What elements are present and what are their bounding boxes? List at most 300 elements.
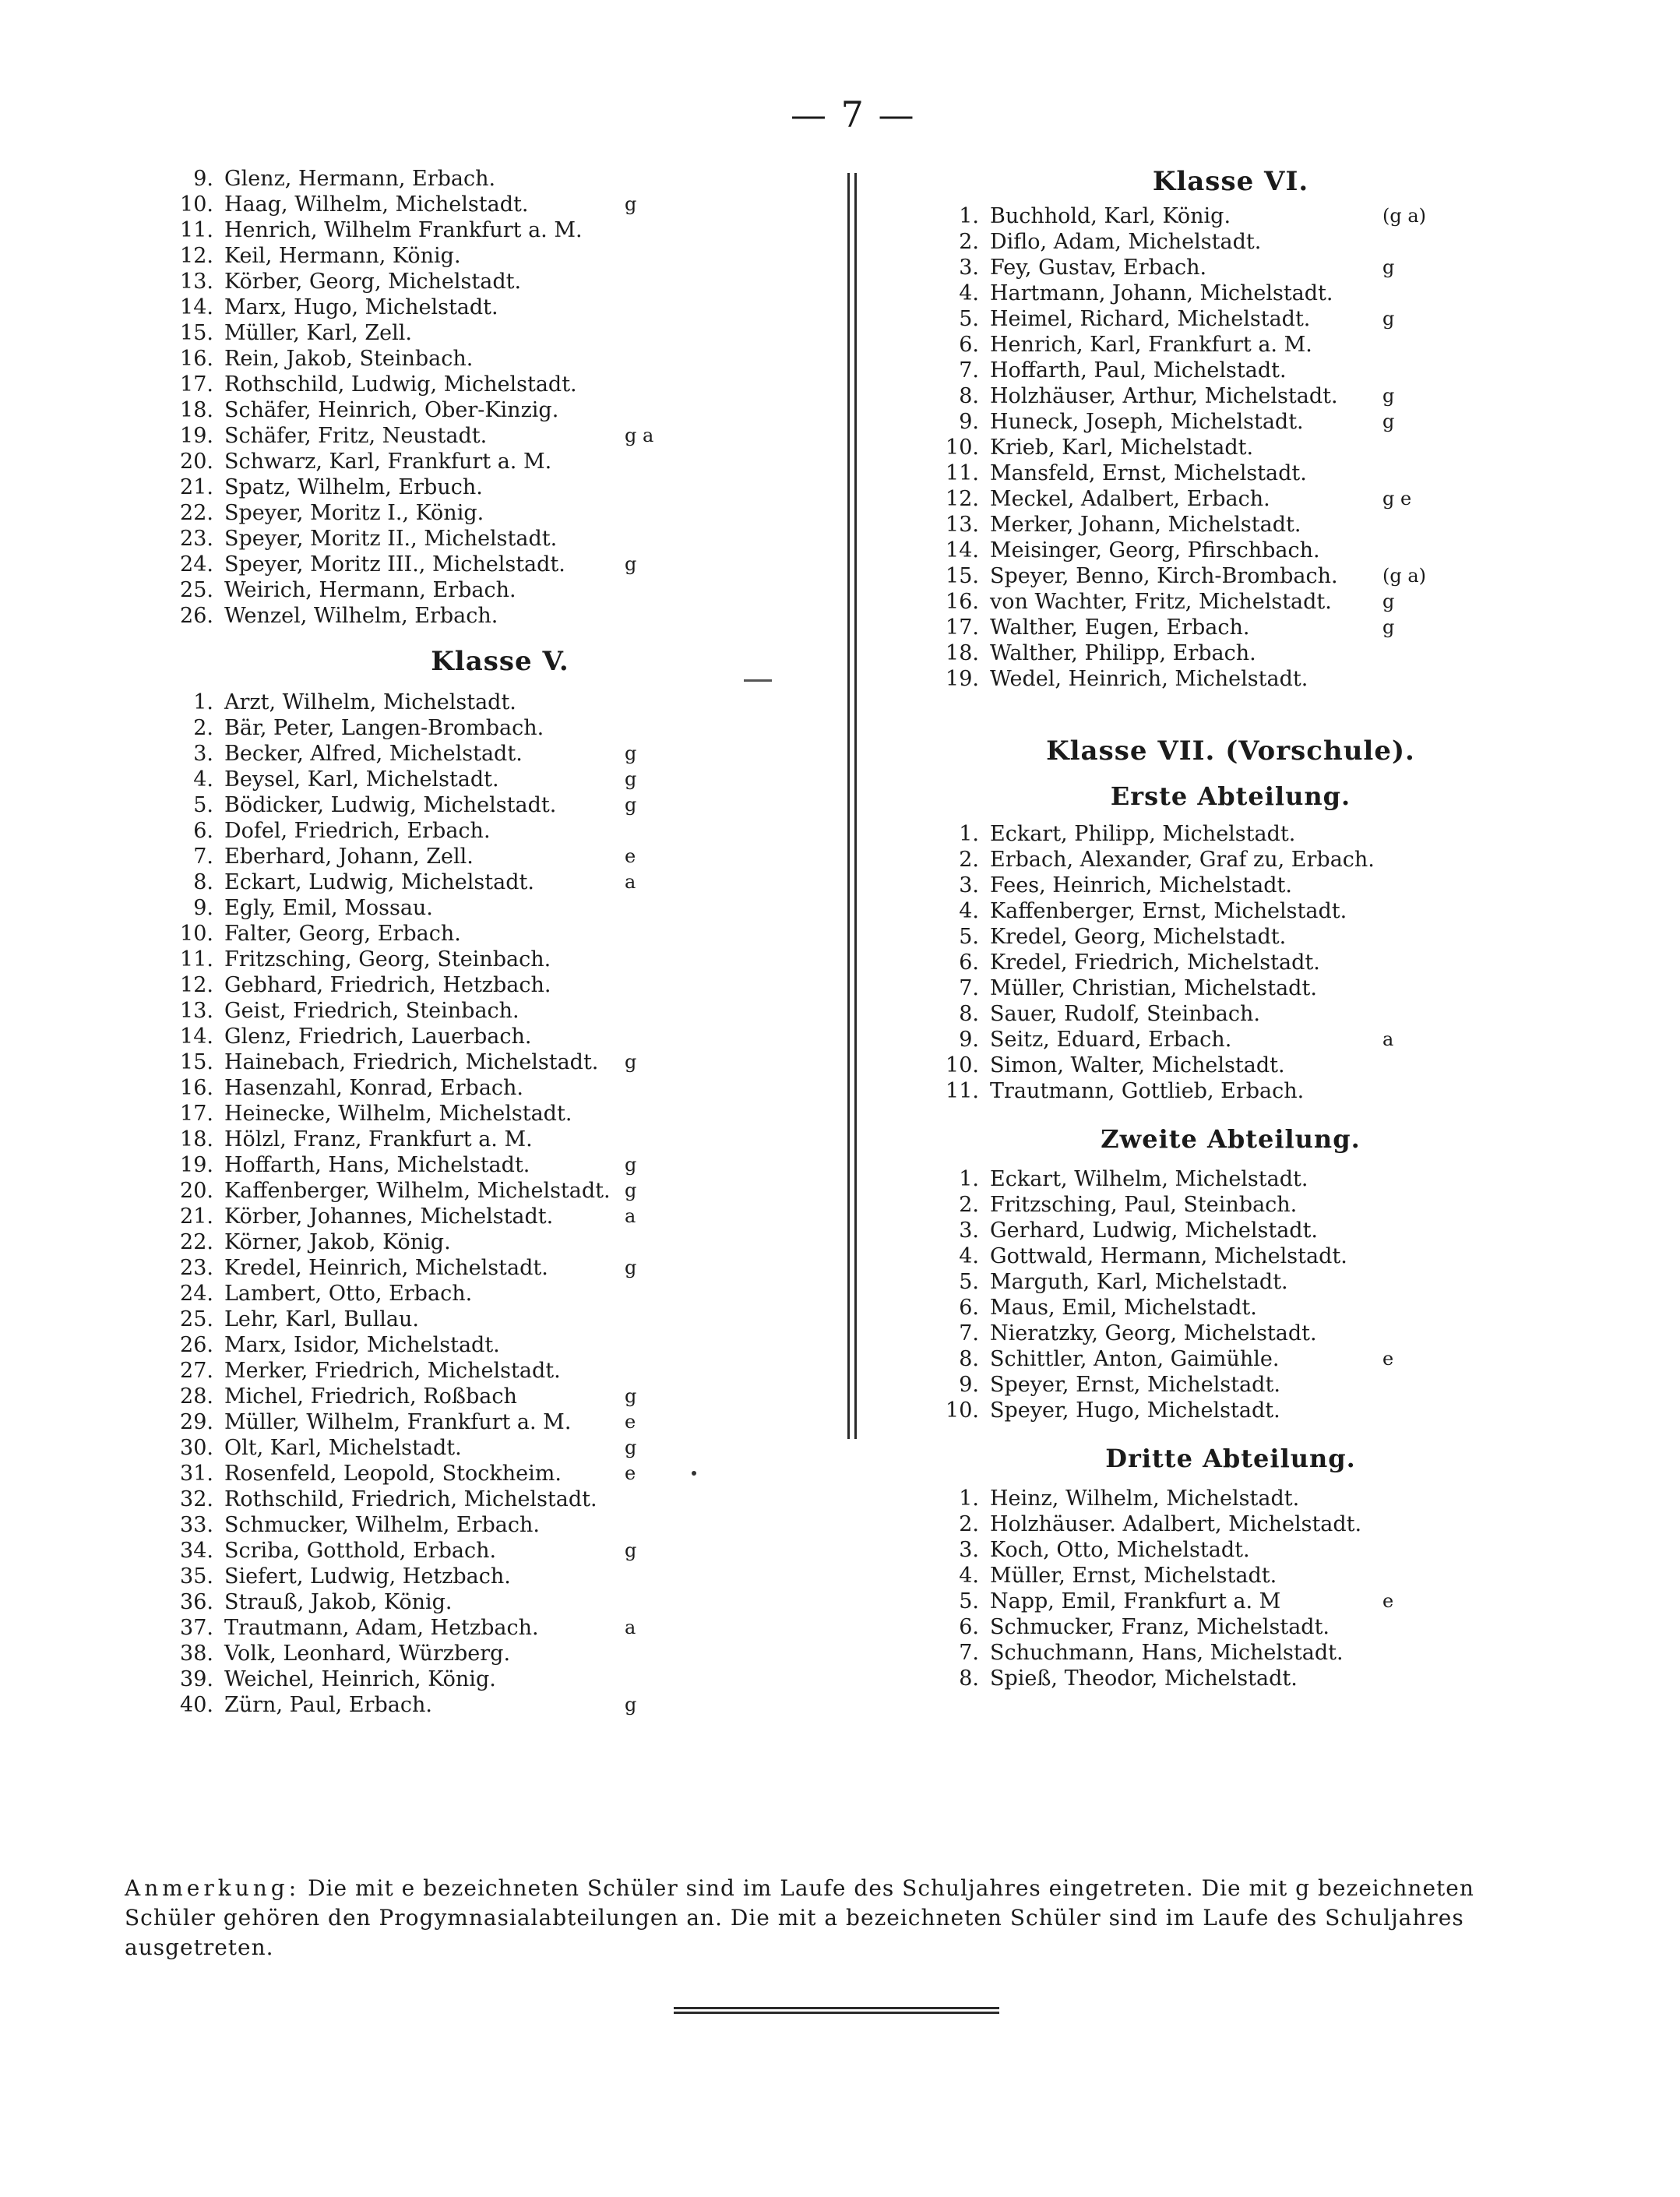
heading-dritte-abteilung: Dritte Abteilung. (1105, 1444, 1356, 1473)
entry-number: 5. (959, 1270, 979, 1294)
entry-number: 35. (180, 1564, 213, 1589)
entry-number: 30. (180, 1436, 213, 1460)
list-entry (165, 689, 835, 715)
entry-name: Körner, Jakob, König. (224, 1230, 451, 1254)
list-entry (165, 1435, 835, 1461)
entry-mark: g (625, 193, 637, 215)
entry-number: 21. (180, 1204, 213, 1229)
entry-mark: g (625, 1257, 637, 1278)
list-entry (931, 358, 1530, 383)
entry-name: Merker, Johann, Michelstadt. (990, 513, 1301, 537)
list-entry (165, 792, 835, 818)
entry-name: Bödicker, Ludwig, Michelstadt. (224, 793, 557, 817)
entry-number: 20. (180, 450, 213, 474)
list-entry (165, 320, 835, 346)
list-entry (165, 1332, 835, 1358)
entry-name: Fees, Heinrich, Michelstadt. (990, 873, 1292, 897)
entry-name: Haag, Wilhelm, Michelstadt. (224, 192, 529, 217)
list-entry (931, 435, 1530, 460)
entry-number: 26. (180, 1333, 213, 1357)
entry-number: 39. (180, 1667, 213, 1691)
list-entry (931, 615, 1530, 640)
entry-number: 9. (959, 1028, 979, 1052)
entry-mark: e (1382, 1348, 1394, 1370)
list-entry (931, 280, 1530, 306)
entry-number: 8. (959, 1666, 979, 1691)
entry-mark: g (625, 1385, 637, 1407)
list-entry (165, 423, 835, 449)
entry-number: 5. (959, 307, 979, 331)
list-entry (931, 1372, 1530, 1398)
entry-name: Rein, Jakob, Steinbach. (224, 347, 474, 371)
entry-number: 28. (180, 1384, 213, 1409)
entry-number: 17. (180, 1102, 213, 1126)
list-entry (165, 895, 835, 921)
entry-number: 22. (180, 1230, 213, 1254)
entry-mark: g (625, 794, 637, 816)
entry-name: Speyer, Moritz III., Michelstadt. (224, 552, 565, 577)
entry-name: Trautmann, Gottlieb, Erbach. (990, 1079, 1305, 1103)
list-entry (931, 1346, 1530, 1372)
entry-name: Meckel, Adalbert, Erbach. (990, 487, 1270, 511)
entry-mark: e (625, 1462, 636, 1484)
entry-name: Gottwald, Hermann, Michelstadt. (990, 1244, 1347, 1268)
list-entry (165, 1255, 835, 1281)
entry-number: 18. (946, 641, 979, 665)
entry-number: 32. (180, 1487, 213, 1511)
list-entry (165, 947, 835, 972)
list-entry (165, 166, 835, 192)
entry-number: 16. (180, 1076, 213, 1100)
entry-name: Hoffarth, Paul, Michelstadt. (990, 358, 1287, 383)
entry-number: 38. (180, 1642, 213, 1666)
list-entry (931, 1166, 1530, 1192)
entry-mark: g (625, 1437, 637, 1458)
list-entry (165, 1204, 835, 1229)
entry-name: Egly, Emil, Mossau. (224, 896, 433, 920)
list-entry (165, 1281, 835, 1307)
entry-number: 8. (959, 1347, 979, 1371)
list-entry (165, 1461, 835, 1486)
entry-name: Volk, Leonhard, Würzberg. (224, 1642, 511, 1666)
entry-number: 14. (180, 295, 213, 319)
entry-name: Beysel, Karl, Michelstadt. (224, 767, 499, 792)
list-entry (931, 255, 1530, 280)
list-entry (165, 346, 835, 372)
list-entry (165, 294, 835, 320)
entry-number: 7. (959, 1321, 979, 1345)
entry-number: 4. (193, 767, 213, 792)
list-entry (931, 898, 1530, 924)
entry-number: 5. (959, 925, 979, 949)
entry-number: 34. (180, 1539, 213, 1563)
entry-mark: g (1382, 385, 1395, 407)
list-entry (165, 1512, 835, 1538)
entry-mark: g (1382, 616, 1395, 638)
entry-number: 29. (180, 1410, 213, 1434)
entry-name: Körber, Johannes, Michelstadt. (224, 1204, 554, 1229)
list-entry (165, 1127, 835, 1152)
entry-name: Simon, Walter, Michelstadt. (990, 1053, 1285, 1077)
entry-name: Marguth, Karl, Michelstadt. (990, 1270, 1288, 1294)
entry-mark: g (625, 1694, 637, 1716)
entry-mark: (g a) (1382, 205, 1427, 227)
list-entry (931, 1027, 1530, 1053)
entry-name: Marx, Isidor, Michelstadt. (224, 1333, 500, 1357)
entry-number: 25. (180, 578, 213, 602)
list-entry (931, 1078, 1530, 1104)
entry-mark: e (625, 845, 636, 867)
entry-name: Spieß, Theodor, Michelstadt. (990, 1666, 1298, 1691)
entry-number: 11. (180, 947, 213, 972)
entry-name: Walther, Eugen, Erbach. (990, 615, 1250, 640)
entry-number: 9. (959, 410, 979, 434)
class-iv-list-continued (165, 166, 835, 629)
entry-mark: g a (625, 425, 654, 446)
footnote-lead: Anmerkung: (125, 1875, 301, 1901)
list-entry (931, 1053, 1530, 1078)
entry-name: Speyer, Moritz I., König. (224, 501, 484, 525)
entry-number: 2. (959, 230, 979, 254)
list-entry (931, 306, 1530, 332)
list-entry (165, 818, 835, 844)
list-entry (931, 1537, 1530, 1563)
entry-name: Gebhard, Friedrich, Hetzbach. (224, 973, 551, 997)
entry-name: Eckart, Philipp, Michelstadt. (990, 822, 1296, 846)
list-entry (165, 192, 835, 217)
entry-mark: g (625, 1154, 637, 1176)
entry-name: Henrich, Karl, Frankfurt a. M. (990, 333, 1312, 357)
list-entry (931, 1218, 1530, 1243)
entry-name: Kredel, Georg, Michelstadt. (990, 925, 1287, 949)
list-entry (931, 924, 1530, 950)
entry-number: 6. (959, 1296, 979, 1320)
entry-mark: g (1382, 308, 1395, 330)
entry-number: 27. (180, 1359, 213, 1383)
entry-number: 11. (180, 218, 213, 242)
list-entry (165, 449, 835, 474)
list-entry (931, 409, 1530, 435)
entry-number: 4. (959, 1564, 979, 1588)
list-entry (931, 1640, 1530, 1666)
list-entry (931, 640, 1530, 666)
list-entry (931, 589, 1530, 615)
entry-number: 25. (180, 1307, 213, 1331)
entry-name: Schäfer, Heinrich, Ober-Kinzig. (224, 398, 559, 422)
entry-name: Dofel, Friedrich, Erbach. (224, 819, 491, 843)
entry-number: 16. (180, 347, 213, 371)
entry-name: Nieratzky, Georg, Michelstadt. (990, 1321, 1317, 1345)
entry-name: Kredel, Friedrich, Michelstadt. (990, 950, 1320, 975)
entry-number: 2. (959, 1512, 979, 1536)
list-entry (165, 921, 835, 947)
entry-name: Eckart, Ludwig, Michelstadt. (224, 870, 534, 894)
entry-number: 22. (180, 501, 213, 525)
entry-number: 19. (180, 424, 213, 448)
list-entry (165, 715, 835, 741)
entry-number: 8. (193, 870, 213, 894)
entry-number: 1. (959, 1167, 979, 1191)
entry-name: Glenz, Hermann, Erbach. (224, 167, 496, 191)
list-entry (931, 512, 1530, 538)
entry-number: 6. (959, 1615, 979, 1639)
entry-number: 2. (959, 1193, 979, 1217)
heading-erste-abteilung: Erste Abteilung. (1110, 781, 1351, 811)
entry-mark: g (625, 742, 637, 764)
entry-name: Arzt, Wilhelm, Michelstadt. (224, 690, 516, 714)
entry-mark: g (1382, 591, 1395, 612)
entry-number: 6. (193, 819, 213, 843)
entry-number: 3. (959, 256, 979, 280)
list-entry (931, 1614, 1530, 1640)
entry-name: Weirich, Hermann, Erbach. (224, 578, 516, 602)
heading-zweite-abteilung: Zweite Abteilung. (1101, 1124, 1361, 1154)
entry-number: 12. (180, 244, 213, 268)
entry-number: 18. (180, 1127, 213, 1151)
entry-name: Marx, Hugo, Michelstadt. (224, 295, 498, 319)
entry-mark: g (625, 1539, 637, 1561)
entry-number: 13. (180, 270, 213, 294)
entry-name: Müller, Ernst, Michelstadt. (990, 1564, 1277, 1588)
entry-number: 9. (959, 1373, 979, 1397)
entry-number: 2. (193, 716, 213, 740)
entry-number: 23. (180, 527, 213, 551)
entry-number: 13. (180, 999, 213, 1023)
entry-name: Schäfer, Fritz, Neustadt. (224, 424, 488, 448)
entry-number: 13. (946, 513, 979, 537)
list-entry (165, 1692, 835, 1718)
list-entry (165, 1307, 835, 1332)
entry-name: Fritzsching, Georg, Steinbach. (224, 947, 551, 972)
entry-name: Wedel, Heinrich, Michelstadt. (990, 667, 1308, 691)
entry-name: Meisinger, Georg, Pfirschbach. (990, 538, 1320, 562)
entry-number: 31. (180, 1462, 213, 1486)
entry-name: Kredel, Heinrich, Michelstadt. (224, 1256, 548, 1280)
footnote (125, 1874, 1527, 1962)
list-entry (165, 269, 835, 294)
entry-name: Körber, Georg, Michelstadt. (224, 270, 522, 294)
entry-number: 12. (180, 973, 213, 997)
entry-mark: a (625, 1617, 636, 1638)
entry-number: 10. (946, 436, 979, 460)
entry-name: Hoffarth, Hans, Michelstadt. (224, 1153, 530, 1177)
entry-mark: a (625, 871, 636, 893)
entry-name: Krieb, Karl, Michelstadt. (990, 436, 1254, 460)
list-entry (931, 1001, 1530, 1027)
list-entry (165, 741, 835, 767)
heading-klasse-vi: Klasse VI. (1152, 166, 1309, 197)
entry-number: 8. (959, 1002, 979, 1026)
entry-number: 40. (180, 1693, 213, 1717)
entry-name: Fey, Gustav, Erbach. (990, 256, 1207, 280)
entry-mark: a (1382, 1028, 1394, 1050)
entry-number: 36. (180, 1590, 213, 1614)
vii-zweite-list (931, 1166, 1530, 1423)
list-entry (165, 526, 835, 552)
entry-number: 24. (180, 1282, 213, 1306)
entry-name: Henrich, Wilhelm Frankfurt a. M. (224, 218, 583, 242)
entry-name: Glenz, Friedrich, Lauerbach. (224, 1024, 532, 1049)
entry-name: Rothschild, Ludwig, Michelstadt. (224, 372, 577, 397)
entry-number: 7. (193, 845, 213, 869)
entry-name: Kaffenberger, Ernst, Michelstadt. (990, 899, 1347, 923)
entry-name: Schittler, Anton, Gaimühle. (990, 1347, 1280, 1371)
entry-mark: g (625, 768, 637, 790)
entry-number: 10. (946, 1398, 979, 1423)
list-entry (931, 1511, 1530, 1537)
list-entry (165, 998, 835, 1024)
list-entry (931, 1398, 1530, 1423)
list-entry (165, 1538, 835, 1564)
heading-klasse-v: Klasse V. (431, 646, 569, 677)
list-entry (165, 1358, 835, 1384)
entry-name: Bär, Peter, Langen-Brombach. (224, 716, 544, 740)
list-entry (165, 577, 835, 603)
list-entry (931, 666, 1530, 692)
entry-name: Rothschild, Friedrich, Michelstadt. (224, 1487, 597, 1511)
list-entry (931, 332, 1530, 358)
entry-name: Speyer, Ernst, Michelstadt. (990, 1373, 1280, 1397)
entry-name: Scriba, Gotthold, Erbach. (224, 1539, 497, 1563)
list-entry (165, 217, 835, 243)
entry-name: Olt, Karl, Michelstadt. (224, 1436, 462, 1460)
entry-name: Eckart, Wilhelm, Michelstadt. (990, 1167, 1308, 1191)
list-entry (931, 975, 1530, 1001)
entry-number: 3. (959, 873, 979, 897)
entry-name: Strauß, Jakob, König. (224, 1590, 453, 1614)
list-entry (165, 869, 835, 895)
entry-number: 12. (946, 487, 979, 511)
list-entry (931, 1666, 1530, 1691)
list-entry (931, 1269, 1530, 1295)
entry-name: Hasenzahl, Konrad, Erbach. (224, 1076, 524, 1100)
entry-number: 6. (959, 333, 979, 357)
entry-name: Buchhold, Karl, König. (990, 204, 1231, 228)
entry-name: Geist, Friedrich, Steinbach. (224, 999, 519, 1023)
entry-name: Heinz, Wilhelm, Michelstadt. (990, 1486, 1300, 1511)
entry-name: Siefert, Ludwig, Hetzbach. (224, 1564, 511, 1589)
entry-number: 5. (193, 793, 213, 817)
entry-number: 24. (180, 552, 213, 577)
list-entry (165, 1024, 835, 1049)
entry-number: 33. (180, 1513, 213, 1537)
list-entry (165, 1615, 835, 1641)
entry-mark: e (625, 1411, 636, 1433)
entry-name: Erbach, Alexander, Graf zu, Erbach. (990, 848, 1375, 872)
entry-name: Wenzel, Wilhelm, Erbach. (224, 604, 498, 628)
entry-name: Mansfeld, Ernst, Michelstadt. (990, 461, 1307, 485)
list-entry (931, 1486, 1530, 1511)
list-entry (165, 972, 835, 998)
entry-number: 19. (946, 667, 979, 691)
entry-name: Seitz, Eduard, Erbach. (990, 1028, 1232, 1052)
entry-number: 7. (959, 358, 979, 383)
list-entry (165, 1178, 835, 1204)
list-entry (931, 1295, 1530, 1321)
entry-number: 6. (959, 950, 979, 975)
list-entry (165, 1666, 835, 1692)
entry-number: 14. (180, 1024, 213, 1049)
entry-name: Lehr, Karl, Bullau. (224, 1307, 419, 1331)
entry-name: Merker, Friedrich, Michelstadt. (224, 1359, 561, 1383)
entry-mark: g e (1382, 488, 1412, 510)
list-entry (165, 1384, 835, 1409)
entry-number: 1. (959, 1486, 979, 1511)
list-entry (931, 203, 1530, 229)
entry-mark: (g a) (1382, 565, 1427, 587)
entry-number: 19. (180, 1153, 213, 1177)
list-entry (931, 950, 1530, 975)
entry-number: 4. (959, 1244, 979, 1268)
entry-number: 11. (946, 461, 979, 485)
entry-number: 15. (180, 1050, 213, 1074)
entry-number: 16. (946, 590, 979, 614)
page-number: — 7 — (791, 93, 916, 136)
entry-mark: g (625, 1051, 637, 1073)
list-entry (165, 1229, 835, 1255)
list-entry (165, 767, 835, 792)
list-entry (931, 460, 1530, 486)
entry-number: 20. (180, 1179, 213, 1203)
entry-name: Heimel, Richard, Michelstadt. (990, 307, 1311, 331)
list-entry (165, 1486, 835, 1512)
list-entry (165, 552, 835, 577)
entry-number: 11. (946, 1079, 979, 1103)
entry-name: Speyer, Hugo, Michelstadt. (990, 1398, 1280, 1423)
list-entry (165, 1641, 835, 1666)
entry-number: 23. (180, 1256, 213, 1280)
list-entry (931, 538, 1530, 563)
list-entry (931, 1563, 1530, 1589)
entry-name: Speyer, Benno, Kirch-Brombach. (990, 564, 1338, 588)
entry-number: 10. (180, 922, 213, 946)
entry-number: 10. (946, 1053, 979, 1077)
entry-number: 2. (959, 848, 979, 872)
list-entry (165, 1049, 835, 1075)
entry-name: Lambert, Otto, Erbach. (224, 1282, 473, 1306)
list-entry (165, 243, 835, 269)
list-entry (165, 397, 835, 423)
entry-name: Fritzsching, Paul, Steinbach. (990, 1193, 1298, 1217)
column-divider (847, 173, 857, 1439)
entry-name: Napp, Emil, Frankfurt a. M (990, 1589, 1281, 1613)
left-column (165, 166, 835, 1718)
entry-number: 7. (959, 976, 979, 1000)
entry-name: Müller, Karl, Zell. (224, 321, 412, 345)
entry-number: 17. (180, 372, 213, 397)
entry-number: 1. (959, 204, 979, 228)
list-entry (165, 844, 835, 869)
list-entry (165, 1589, 835, 1615)
entry-name: Falter, Georg, Erbach. (224, 922, 461, 946)
entry-mark: a (625, 1205, 636, 1227)
list-entry (931, 1321, 1530, 1346)
list-entry (165, 1409, 835, 1435)
entry-name: Schmucker, Wilhelm, Erbach. (224, 1513, 540, 1537)
entry-mark: g (625, 553, 637, 575)
entry-name: Michel, Friedrich, Roßbach (224, 1384, 517, 1409)
entry-name: Schmucker, Franz, Michelstadt. (990, 1615, 1330, 1639)
entry-name: Müller, Wilhelm, Frankfurt a. M. (224, 1410, 572, 1434)
entry-name: Becker, Alfred, Michelstadt. (224, 742, 523, 766)
list-entry (165, 1101, 835, 1127)
entry-name: Heinecke, Wilhelm, Michelstadt. (224, 1102, 572, 1126)
class-vi-list (931, 203, 1530, 692)
list-entry (931, 821, 1530, 847)
list-entry (931, 1589, 1530, 1614)
list-entry (931, 563, 1530, 589)
list-entry (931, 847, 1530, 873)
